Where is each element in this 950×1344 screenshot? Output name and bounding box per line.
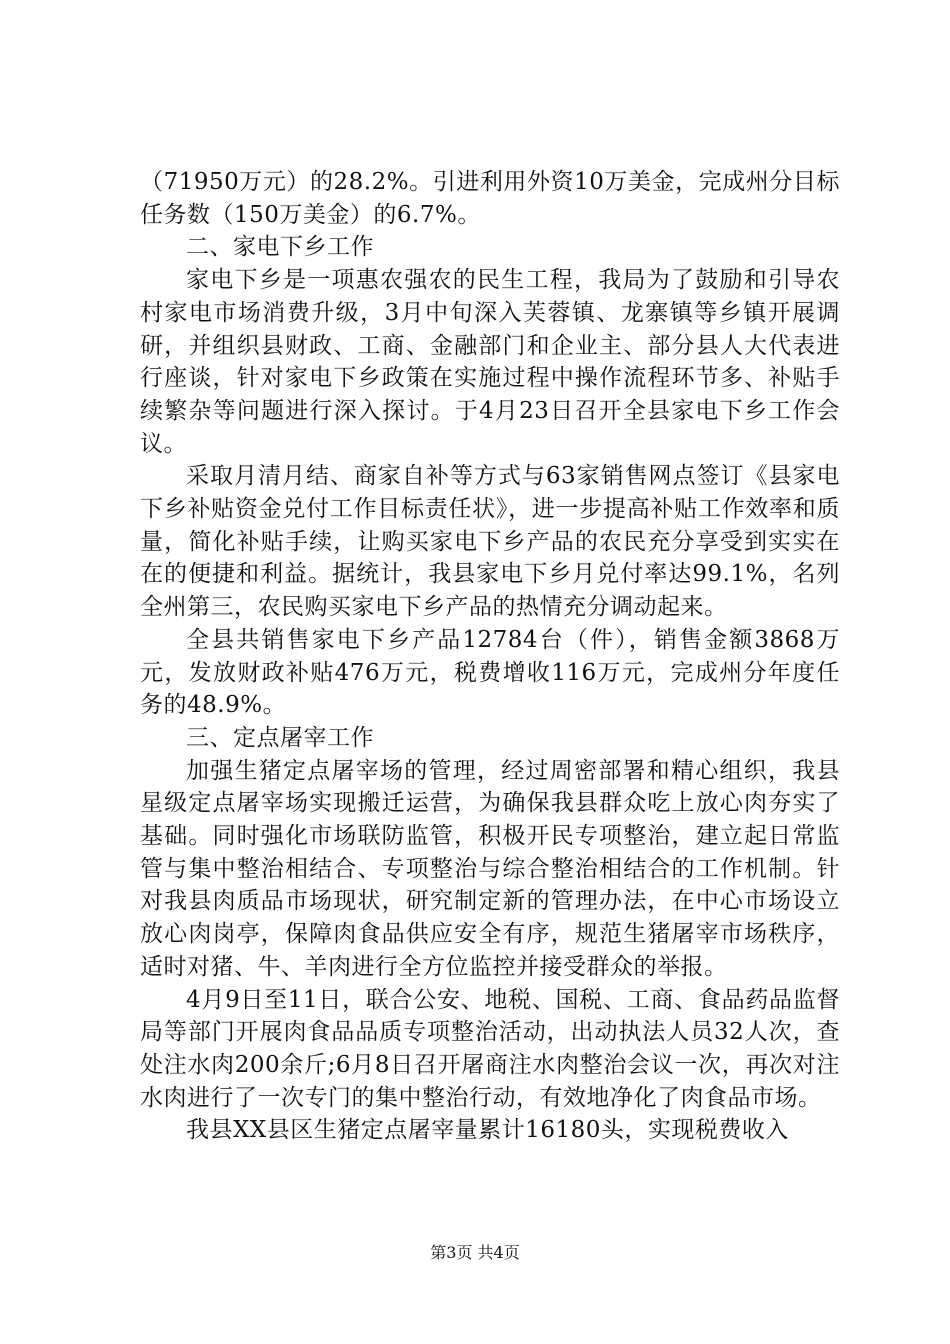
section-heading-home-appliances: 二、家电下乡工作 (186, 234, 374, 261)
section-heading-slaughter: 三、定点屠宰工作 (186, 724, 374, 751)
paragraph-continuation: （71950万元）的28.2%。引进利用外资10万美金，完成州分目标任务数（150万美金）的6.7%。 (140, 169, 840, 228)
document-body (140, 166, 840, 1147)
page-footer: 第3页 共4页 (430, 1243, 520, 1262)
paragraph: 采取月清月结、商家自补等方式与63家销售网点签订《县家电下乡补贴资金兑付工作目标责任状》，进一步提高补贴工作效率和质量，简化补贴手续，让购买家电下乡产品的农民充分享受到实实在在的便捷和利益。据统计，我县家电下乡月兑付率达99.1%，名列全州第三，农民购买家电下乡产品的热情充分调动起来。 (140, 463, 840, 621)
paragraph: 加强生猪定点屠宰场的管理，经过周密部署和精心组织，我县星级定点屠宰场实现搬迁运营，为确保我县群众吃上放心肉夯实了基础。同时强化市场联防监管，积极开民专项整治，建立起日常监管与集中整治相结合、专项整治与综合整治相结合的工作机制。针对我县肉质品市场现状，研究制定新的管理办法，在中心市场设立放心肉岗亭，保障肉食品供应安全有序，规范生猪屠宰市场秩序，适时对猪、牛、羊肉进行全方位监控并接受群众的举报。 (140, 757, 840, 980)
paragraph: 4月9日至11日，联合公安、地税、国税、工商、食品药品监督局等部门开展肉食品品质专项整治活动，出动执法人员32人次，查处注水肉200余斤;6月8日召开屠商注水肉整治会议一次，再次对注水肉进行了一次专门的集中整治行动，有效地净化了肉食品市场。 (140, 986, 840, 1111)
paragraph: 我县XX县区生猪定点屠宰量累计16180头，实现税费收入 (186, 1117, 789, 1144)
paragraph: 家电下乡是一项惠农强农的民生工程，我局为了鼓励和引导农村家电市场消费升级，3月中旬深入芙蓉镇、龙寨镇等乡镇开展调研，并组织县财政、工商、金融部门和企业主、部分县人大代表进行座谈，针对家电下乡政策在实施过程中操作流程环节多、补贴手续繁杂等问题进行深入探讨。于4月23日召开全县家电下乡工作会议。 (140, 267, 840, 457)
paragraph: 全县共销售家电下乡产品12784台（件），销售金额3868万元，发放财政补贴476万元，税费增收116万元，完成州分年度任务的48.9%。 (140, 626, 840, 719)
